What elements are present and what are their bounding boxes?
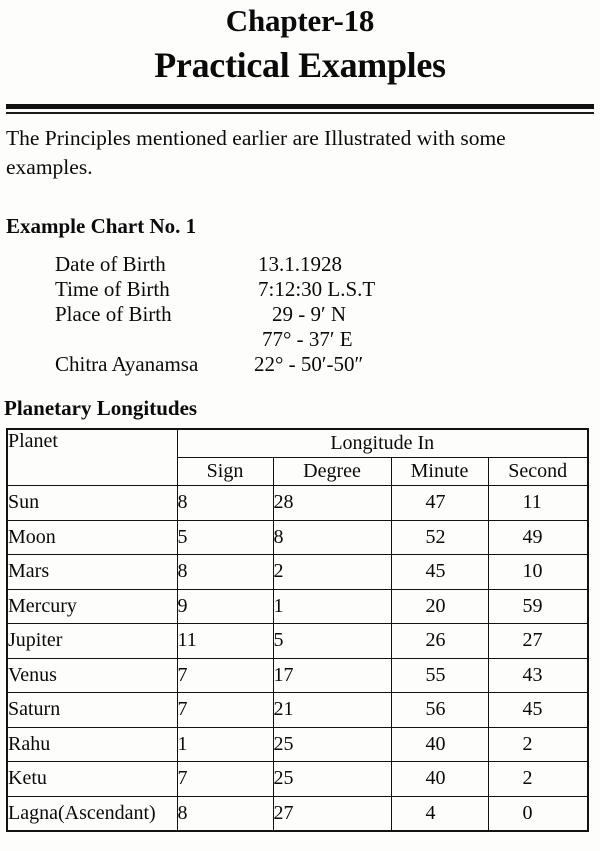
- detail-value-time-of-birth: 7:12:30 L.S.T: [258, 277, 376, 301]
- intro-paragraph: The Principles mentioned earlier are Illustrated with some examples.: [6, 126, 506, 179]
- cell-degree: 2: [273, 555, 391, 590]
- cell-minute: 56: [391, 693, 488, 728]
- cell-second: 0: [488, 796, 588, 831]
- header-divider: [6, 104, 594, 116]
- detail-label-place-of-birth: Place of Birth: [55, 302, 172, 326]
- cell-planet: Venus: [7, 658, 177, 693]
- example-chart-heading: Example Chart No. 1: [6, 214, 197, 238]
- cell-degree: 17: [273, 658, 391, 693]
- cell-degree: 27: [273, 796, 391, 831]
- page-title: Practical Examples: [154, 45, 446, 85]
- cell-degree: 8: [273, 520, 391, 555]
- cell-second: 27: [488, 624, 588, 659]
- planetary-longitudes-heading: Planetary Longitudes: [4, 396, 198, 420]
- cell-degree: 21: [273, 693, 391, 728]
- cell-minute: 45: [391, 555, 488, 590]
- cell-minute: 4: [391, 796, 488, 831]
- table-row: [7, 589, 588, 624]
- cell-sign: 7: [177, 693, 273, 728]
- cell-sign: 1: [177, 727, 273, 762]
- cell-second: 49: [488, 520, 588, 555]
- detail-row: [0, 327, 600, 352]
- cell-planet: Mars: [7, 555, 177, 590]
- cell-sign: 11: [177, 624, 273, 659]
- detail-label-time-of-birth: Time of Birth: [55, 277, 170, 301]
- detail-label-date-of-birth: Date of Birth: [55, 252, 166, 276]
- divider-rule-thick: [6, 104, 594, 109]
- detail-row: [0, 352, 600, 377]
- planetary-longitudes-table: [6, 428, 589, 832]
- table-header: [7, 429, 588, 486]
- cell-minute: 47: [391, 486, 488, 521]
- table-row: [7, 555, 588, 590]
- table-row: [7, 727, 588, 762]
- detail-row: [0, 302, 600, 327]
- cell-sign: 7: [177, 658, 273, 693]
- detail-label-chitra-ayanamsa: Chitra Ayanamsa: [55, 352, 199, 376]
- table-header-longitude-in: Longitude In: [177, 429, 588, 458]
- table-header-degree: Degree: [273, 458, 391, 486]
- table-row: [7, 658, 588, 693]
- cell-minute: 40: [391, 727, 488, 762]
- cell-sign: 8: [177, 796, 273, 831]
- cell-degree: 5: [273, 624, 391, 659]
- cell-minute: 40: [391, 762, 488, 797]
- cell-sign: 5: [177, 520, 273, 555]
- cell-degree: 25: [273, 727, 391, 762]
- cell-second: 43: [488, 658, 588, 693]
- cell-sign: 9: [177, 589, 273, 624]
- cell-second: 2: [488, 762, 588, 797]
- divider-rule-thin: [6, 112, 594, 114]
- table-header-second: Second: [488, 458, 588, 486]
- table-body: [7, 486, 588, 832]
- cell-sign: 8: [177, 486, 273, 521]
- table-row: [7, 693, 588, 728]
- cell-second: 45: [488, 693, 588, 728]
- cell-planet: Lagna(Ascendant): [7, 796, 177, 831]
- cell-planet: Moon: [7, 520, 177, 555]
- cell-second: 2: [488, 727, 588, 762]
- table-row: [7, 624, 588, 659]
- cell-planet: Jupiter: [7, 624, 177, 659]
- table-row: [7, 520, 588, 555]
- cell-second: 10: [488, 555, 588, 590]
- detail-row: [0, 277, 600, 302]
- planetary-longitudes-table-wrapper: [6, 428, 589, 832]
- cell-planet: Sun: [7, 486, 177, 521]
- cell-planet: Saturn: [7, 693, 177, 728]
- cell-minute: 52: [391, 520, 488, 555]
- table-header-minute: Minute: [391, 458, 488, 486]
- detail-row: [0, 252, 600, 277]
- cell-planet: Ketu: [7, 762, 177, 797]
- birth-details-block: [0, 252, 600, 377]
- cell-planet: Rahu: [7, 727, 177, 762]
- table-header-planet: Planet: [7, 429, 177, 486]
- detail-value-chitra-ayanamsa: 22° - 50′-50″: [254, 352, 364, 376]
- table-header-row-group: [7, 429, 588, 458]
- detail-value-date-of-birth: 13.1.1928: [258, 252, 342, 276]
- cell-sign: 8: [177, 555, 273, 590]
- cell-planet: Mercury: [7, 589, 177, 624]
- cell-second: 11: [488, 486, 588, 521]
- cell-second: 59: [488, 589, 588, 624]
- detail-value-latitude: 29 - 9′ N: [272, 302, 347, 326]
- table-row: [7, 762, 588, 797]
- detail-value-longitude: 77° - 37′ E: [262, 327, 353, 351]
- table-row: [7, 486, 588, 521]
- cell-degree: 28: [273, 486, 391, 521]
- cell-minute: 20: [391, 589, 488, 624]
- cell-minute: 55: [391, 658, 488, 693]
- cell-sign: 7: [177, 762, 273, 797]
- chapter-title: Chapter-18: [225, 3, 375, 38]
- cell-degree: 1: [273, 589, 391, 624]
- table-header-sign: Sign: [177, 458, 273, 486]
- table-row: [7, 796, 588, 831]
- cell-degree: 25: [273, 762, 391, 797]
- cell-minute: 26: [391, 624, 488, 659]
